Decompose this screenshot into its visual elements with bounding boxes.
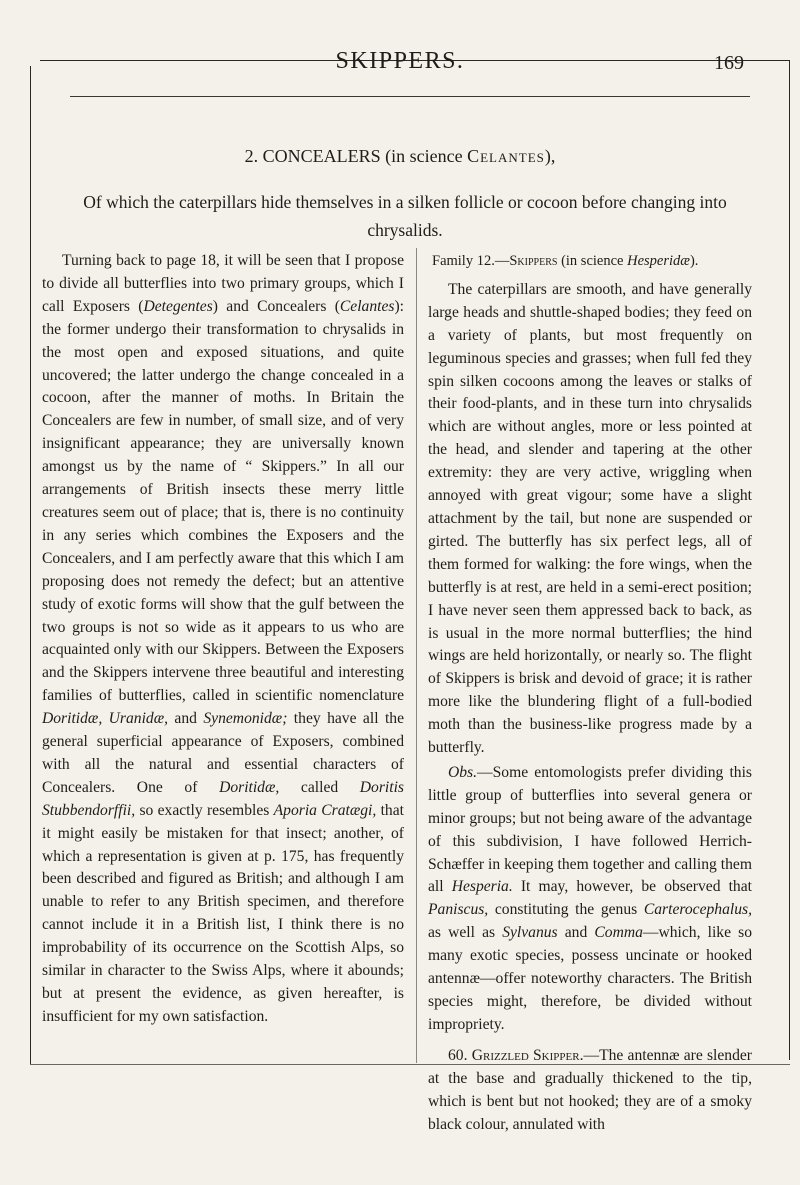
text-run: ). bbox=[689, 253, 699, 269]
text-run: they have all the general superficial appearance of Exposers, combined with all the natural and essential characters of Concealers. One of bbox=[42, 710, 404, 796]
section-number-title: 2. CONCEALERS bbox=[244, 146, 381, 166]
term-carterocephalus: Carterocephalus, bbox=[643, 901, 752, 919]
text-run: ) and Concealers ( bbox=[212, 297, 340, 315]
text-run: so exactly resembles bbox=[135, 801, 274, 819]
term-detegentes: Detegentes bbox=[143, 297, 213, 315]
term-paniscus: Paniscus, bbox=[428, 901, 489, 919]
text-run: Family 12.— bbox=[432, 253, 510, 269]
section-in-science-suffix: ), bbox=[544, 146, 556, 166]
species-entry bbox=[428, 1045, 752, 1137]
term-doritidae: Doritidæ, bbox=[42, 710, 103, 728]
text-run: Turning back to page 18, it will be seen that I propose to divide all butterflies into two primary groups, which I call Exposers ( bbox=[42, 252, 404, 315]
term-synemonidae: Synemonidæ; bbox=[203, 710, 288, 728]
text-run: —which, like so many exotic species, possess uncinate or hooked antennæ—offer noteworthy characters. The British species might, therefore, be divided without impropriety. bbox=[428, 924, 752, 1033]
entry-name: Grizzled Skipper. bbox=[471, 1046, 584, 1064]
page-border-left bbox=[30, 66, 31, 1064]
entry-number: 60. bbox=[448, 1046, 468, 1064]
text-run: (in science bbox=[557, 253, 628, 269]
text-run: that it might easily be mistaken for that insect; another, of which a representation is given at p. 175, has frequently been described and figured as British; and although I am unable to refer to any British specimen, and therefore cannot include it in a British list, I think there is no improbability of its occurrence on the Scottish Alps, so similar in character to the Swiss Alps, where it abounds; but at present the evidence, as given hereafter, is insufficient for my own satisfaction. bbox=[42, 801, 404, 1025]
right-paragraph-description: The caterpillars are smooth, and have generally large heads and shuttle-shaped bodies; they feed on a variety of plants, but most frequently on leguminous species and grasses; when full fed they spin silken cocoons among the leaves or stalks of their food-plants, and in these turn into chrysalids which are without angles, more or less pointed at the head, and slender and tapering at the other extremity: they are very active, wriggling when annoyed with great vigour; some have a slight attachment by the tail, but none are suspended or girted. The butterfly has six perfect legs, all of them formed for walking: the fore wings, when the butterfly is at rest, are held in a semi-erect position; I have never seen them appressed back to back, as is usual in the more normal butterflies; the hind wings are held horizontally, or nearly so. The flight of Skippers is brisk and devoid of grace; it is rather more like the blundering flight of a full-bodied moth than the business-like progress made by a butterfly. bbox=[428, 280, 752, 757]
text-run: called bbox=[279, 778, 360, 796]
term-hesperia: Hesperia. bbox=[451, 878, 513, 896]
section-in-science-prefix: (in science bbox=[385, 146, 468, 166]
text-run: ): the former undergo their transformation to chrysalids in the most open and exposed situations, and quite uncovered; the latter undergo the change concealed in a cocoon, after the manner of moths. In Britain the Concealers are few in number, of small size, and of very insignificant appearance; they are universally known amongst us by the name of “ Skippers.” In all our arrangements of British insects these merry little creatures seem out of place; that is, there is no continuity in any series which combines the Exposers and the Concealers, and I am perfectly aware that this which I am proposing does not remedy the defect; but an attentive study of exotic forms will show that the gulf between the two groups is not so wide as it appears to us who are acquainted only with our Skippers. Between the Exposers and the Skippers intervene three beautiful and interesting families of butterflies, called in scientific nomenclature bbox=[42, 297, 404, 705]
running-title: SKIPPERS. bbox=[335, 48, 465, 74]
right-paragraph-obs bbox=[428, 762, 752, 1037]
family-name: Skippers bbox=[509, 253, 558, 269]
page-number: 169 bbox=[714, 52, 744, 74]
term-aporia: Aporia Cratægi, bbox=[273, 801, 377, 819]
term-comma: Comma bbox=[594, 924, 643, 942]
text-run: constituting the genus bbox=[488, 901, 644, 919]
term-uranidae: Uranidæ, bbox=[108, 710, 169, 728]
term-hesperidae: Hesperidæ bbox=[627, 253, 690, 269]
left-paragraph bbox=[42, 250, 404, 1029]
term-doritidae-2: Doritidæ, bbox=[219, 778, 280, 796]
term-doritis: Doritis Stubbendorffii, bbox=[42, 778, 404, 819]
text-run: It may, however, be observed that bbox=[512, 878, 752, 896]
family-heading bbox=[428, 250, 752, 273]
entry-text: —The antennæ are slender at the base and gradually thickened to the tip, which is bent but not hooked; they are of a smoky black colour, annulated with bbox=[428, 1046, 752, 1133]
text-run: —Some entomologists prefer dividing this little group of butterflies into several genera or minor groups; but not being aware of the advantage of this subdivision, I have followed Herrich-Schæffer in keeping them together and calling them all bbox=[428, 763, 752, 896]
left-column bbox=[42, 250, 404, 1029]
text-run: and bbox=[557, 924, 595, 942]
right-column bbox=[428, 250, 752, 1136]
term-celantes: Celantes bbox=[339, 297, 395, 315]
text-run: and bbox=[168, 710, 204, 728]
term-sylvanus: Sylvanus bbox=[502, 924, 558, 942]
page-border-right bbox=[789, 60, 790, 1060]
section-heading bbox=[0, 146, 800, 167]
text-run: as well as bbox=[428, 924, 503, 942]
header-rule bbox=[70, 96, 750, 97]
column-divider bbox=[416, 248, 417, 1063]
bottom-rule bbox=[30, 1064, 790, 1065]
section-scientific-name: Celantes bbox=[467, 146, 545, 166]
obs-label: Obs. bbox=[448, 763, 478, 781]
section-subtitle: Of which the caterpillars hide themselves in a silken follicle or cocoon before changing into chrysalids. bbox=[83, 192, 727, 240]
